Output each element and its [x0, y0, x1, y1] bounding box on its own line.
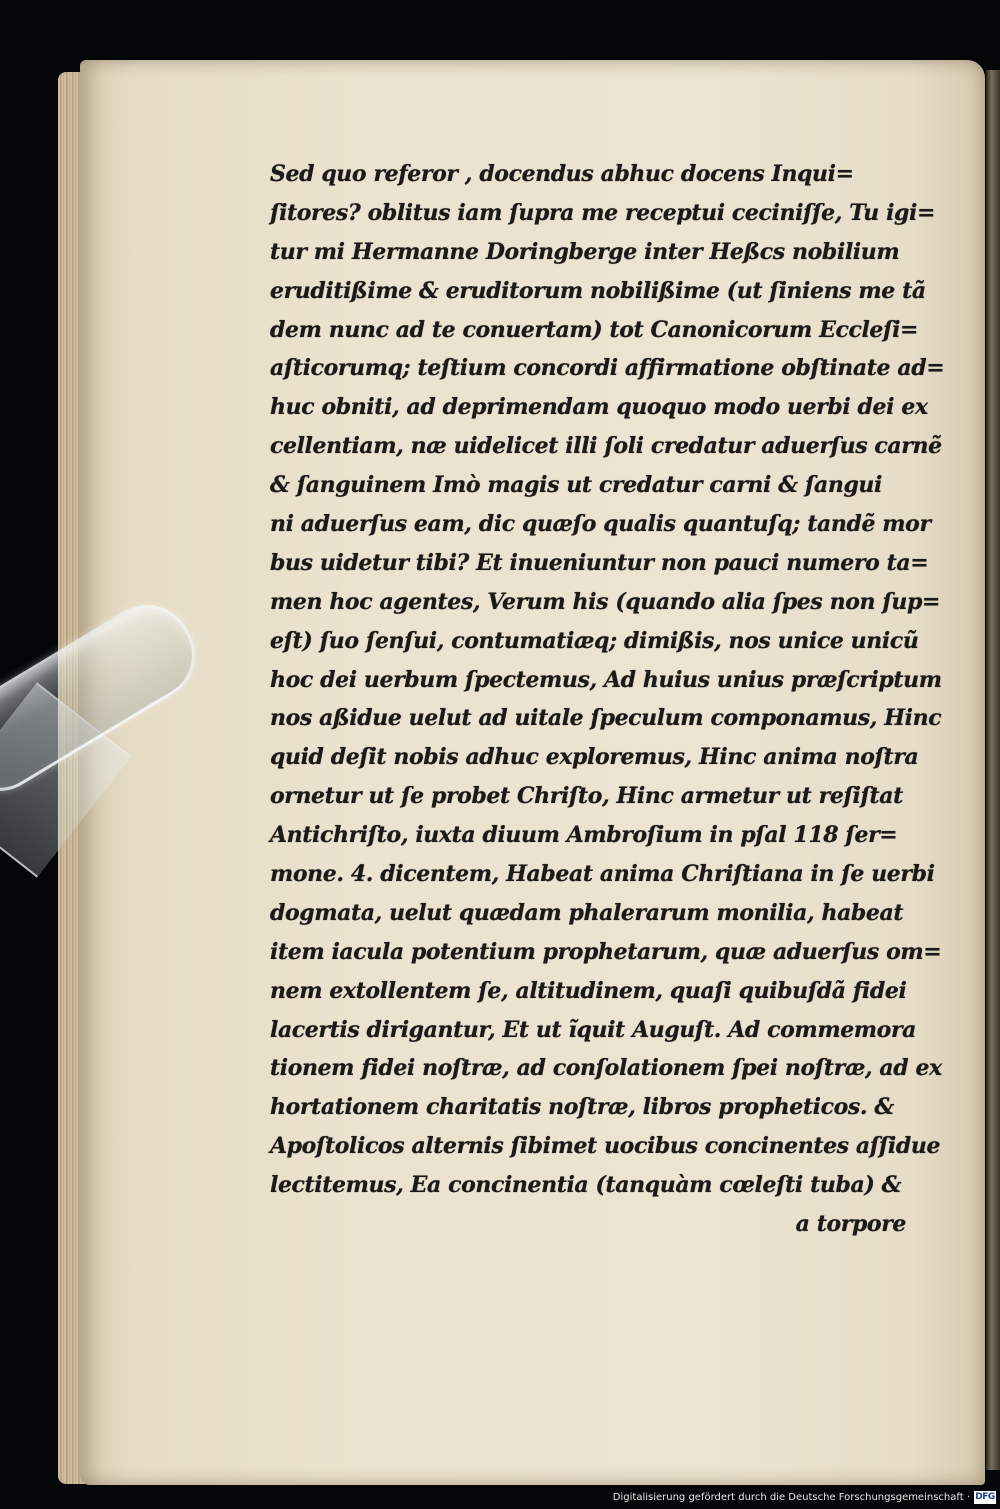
text-line: bus uidetur tibi? Et inueniuntur non pauci numero ta= [270, 549, 929, 576]
text-line: ſitores? oblitus iam ſupra me receptui ceciniſſe, Tu igi= [270, 199, 936, 226]
text-line: & ſanguinem Imò magis ut credatur carni & ſangui [270, 472, 882, 499]
text-line: Antichriſto, iuxta diuum Ambroſium in pſal 118 ſer= [270, 822, 898, 849]
text-line: cellentiam, næ uidelicet illi ſoli credatur aduerſus carnẽ [270, 433, 942, 460]
text-line: Apoſtolicos alternis ſibimet uocibus concinentes aſſidue [270, 1133, 941, 1160]
book-edge-right [986, 70, 1000, 1470]
text-line: eruditißime & eruditorum nobilißime (ut ſiniens me tã [270, 277, 926, 304]
text-line: aſticorumq; teſtium concordi affirmatione obſtinate ad= [270, 355, 945, 382]
text-line: nem extollentem ſe, altitudinem, quaſi quibuſdã fidei [270, 977, 907, 1004]
funding-credit: Digitalisierung gefördert durch die Deutsche Forschungsgemeinschaft · [612, 1492, 970, 1503]
text-line: dogmata, uelut quædam phalerarum monilia, habeat [270, 899, 904, 926]
text-line: lectitemus, Ea concinentia (tanquàm cœleſti tuba) & [270, 1172, 902, 1199]
text-line: eſt) ſuo ſenſui, contumatiæq; dimißis, nos unice unicũ [270, 627, 919, 654]
page-text [270, 155, 945, 1244]
text-line: men hoc agentes, Verum his (quando alia ſpes non ſup= [270, 588, 941, 615]
text-line: hoc dei uerbum ſpectemus, Ad huius unius præſcriptum [270, 666, 942, 693]
text-line: item iacula potentium prophetarum, quæ aduerſus om= [270, 938, 942, 965]
catchword: a torpore [795, 1211, 906, 1238]
text-line: ornetur ut ſe probet Chriſto, Hinc armetur ut reſiſtat [270, 783, 903, 810]
text-line: tur mi Hermanne Doringberge inter Heßcs nobilium [270, 238, 900, 265]
text-line: Sed quo referor , docendus abhuc docens Inqui= [270, 161, 854, 187]
text-line: dem nunc ad te conuertam) tot Canonicorum Eccleſi= [270, 316, 919, 343]
text-line: mone. 4. dicentem, Habeat anima Chriſtiana in ſe uerbi [270, 861, 935, 888]
footer-bar [0, 1488, 1000, 1509]
text-line: lacertis dirigantur, Et ut ĩquit Auguſt. Ad commemora [270, 1016, 916, 1043]
dfg-logo-icon: DFG [975, 1492, 995, 1502]
text-line: tionem fidei noſtræ, ad conſolationem ſpei noſtræ, ad ex [270, 1055, 942, 1082]
text-line: quid deſit nobis adhuc exploremus, Hinc anima noſtra [270, 744, 919, 771]
text-line: nos aßidue uelut ad uitale ſpeculum componamus, Hinc [270, 705, 942, 732]
text-line: ni aduerſus eam, dic quæſo qualis quantuſq; tandẽ mor [270, 511, 931, 538]
text-line: huc obniti, ad deprimendam quoquo modo uerbi dei ex [270, 394, 928, 421]
text-line: hortationem charitatis noſtræ, libros propheticos. & [270, 1094, 894, 1121]
